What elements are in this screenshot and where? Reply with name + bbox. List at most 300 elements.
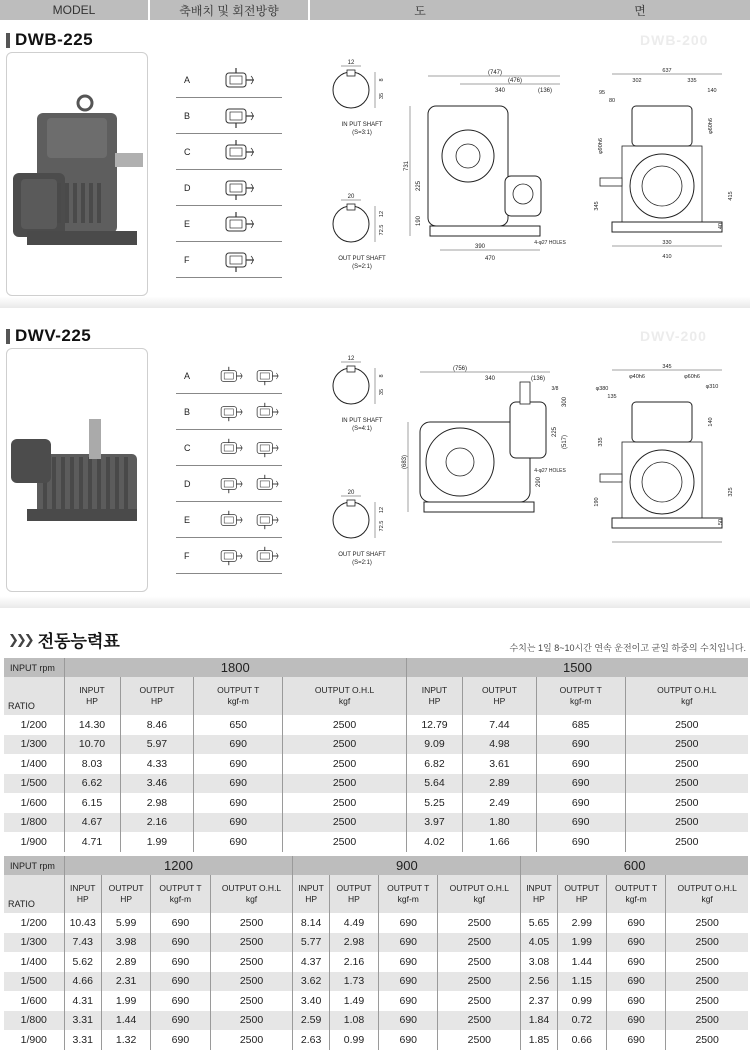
mount-letter: D xyxy=(184,478,191,489)
value-cell: 690 xyxy=(194,735,283,755)
value-cell: 0.72 xyxy=(557,1011,606,1031)
value-cell: 6.62 xyxy=(64,774,120,794)
mount-diagram-icon xyxy=(218,248,258,272)
value-cell: 2500 xyxy=(210,933,293,953)
table-row xyxy=(4,1011,748,1031)
dimension-label: 300 xyxy=(562,396,568,408)
value-cell: 690 xyxy=(151,1030,210,1050)
value-cell: 690 xyxy=(151,952,210,972)
value-cell: 690 xyxy=(194,754,283,774)
mount-letter: E xyxy=(184,218,191,229)
product-photo xyxy=(6,52,148,296)
value-cell: 3.31 xyxy=(64,1011,101,1031)
value-cell: 690 xyxy=(379,913,438,933)
dimension-label: 4-φ27 HOLES xyxy=(534,240,566,246)
value-cell: 690 xyxy=(606,1011,665,1031)
value-cell: 1.84 xyxy=(521,1011,557,1031)
output-shaft-section xyxy=(322,192,402,271)
mount-letter: A xyxy=(184,74,191,85)
column-header: OUTPUT O.H.L kgf xyxy=(625,677,748,715)
ratio-cell: 1/900 xyxy=(4,832,64,852)
dimension-label: (756) xyxy=(452,366,468,372)
value-cell: 2.16 xyxy=(120,813,194,833)
ratio-cell: 1/200 xyxy=(4,715,64,735)
value-cell: 690 xyxy=(151,991,210,1011)
mount-diagram-icon xyxy=(218,140,258,164)
dimension-label: 190 xyxy=(594,497,600,507)
value-cell: 2500 xyxy=(210,991,293,1011)
value-cell: 4.66 xyxy=(64,972,101,992)
value-cell: 690 xyxy=(536,793,625,813)
mount-row xyxy=(176,394,282,430)
input-rpm-label: INPUT rpm xyxy=(4,856,64,875)
table-row xyxy=(4,1030,748,1050)
value-cell: 1.15 xyxy=(557,972,606,992)
value-cell: 1.49 xyxy=(329,991,378,1011)
value-cell: 690 xyxy=(194,832,283,852)
side-view-drawing xyxy=(592,362,742,562)
dimension-label: 340 xyxy=(484,376,496,382)
dimension-label: 345 xyxy=(594,201,600,211)
ratio-cell: 1/600 xyxy=(4,991,64,1011)
mount-letter: C xyxy=(184,442,191,453)
dimension-label: 637 xyxy=(662,68,672,74)
value-cell: 4.37 xyxy=(293,952,329,972)
table-row xyxy=(4,813,748,833)
value-cell: 2.49 xyxy=(463,793,537,813)
value-cell: 1.99 xyxy=(120,832,194,852)
value-cell: 2500 xyxy=(210,1011,293,1031)
dimension-label: 335 xyxy=(687,78,697,84)
shaft-ratio: (S=3:1) xyxy=(352,130,372,136)
column-header: OUTPUT O.H.L kgf xyxy=(210,875,293,913)
shaft-label: OUT PUT SHAFT xyxy=(338,552,386,558)
dimension-label: 290 xyxy=(536,476,542,488)
mount-arrangement-list xyxy=(176,358,282,574)
value-cell: 2500 xyxy=(283,813,407,833)
column-header: INPUT HP xyxy=(406,677,462,715)
value-cell: 690 xyxy=(194,793,283,813)
value-cell: 2500 xyxy=(283,715,407,735)
value-cell: 8.14 xyxy=(293,913,329,933)
mount-letter: F xyxy=(184,254,190,265)
dimension-label: 12 xyxy=(379,506,385,514)
ratio-cell: 1/500 xyxy=(4,774,64,794)
column-header: INPUT HP xyxy=(521,875,557,913)
value-cell: 0.99 xyxy=(329,1030,378,1050)
watermark-model: DWV-200 xyxy=(640,328,707,344)
header-arrangement: 축배치 및 회전방향 xyxy=(150,0,308,20)
value-cell: 2.59 xyxy=(293,1011,329,1031)
input-shaft-section xyxy=(322,354,402,433)
gearbox-photo xyxy=(7,349,147,591)
value-cell: 1.99 xyxy=(557,933,606,953)
value-cell: 690 xyxy=(536,735,625,755)
dimension-label: 325 xyxy=(728,487,734,497)
dimension-label: 12 xyxy=(347,356,355,362)
ratio-cell: 1/800 xyxy=(4,1011,64,1031)
dimension-label: 8 xyxy=(379,78,385,82)
ratio-cell: 1/600 xyxy=(4,793,64,813)
value-cell: 4.98 xyxy=(463,735,537,755)
dimension-label: 140 xyxy=(707,88,717,94)
value-cell: 8.03 xyxy=(64,754,120,774)
dimension-label: 12 xyxy=(347,60,355,66)
value-cell: 3.08 xyxy=(521,952,557,972)
dimension-label: 95 xyxy=(598,90,606,96)
dimension-label: 20 xyxy=(347,490,355,496)
dimension-label: 8 xyxy=(379,374,385,378)
mount-letter: E xyxy=(184,514,191,525)
value-cell: 1.66 xyxy=(463,832,537,852)
shaft-label: IN PUT SHAFT xyxy=(341,418,383,424)
rpm-header: 1800 xyxy=(64,658,406,677)
chevrons-icon: ❯❯❯ xyxy=(8,631,32,647)
front-view-drawing xyxy=(400,362,580,562)
mount-row xyxy=(176,430,282,466)
value-cell: 0.99 xyxy=(557,991,606,1011)
value-cell: 1.08 xyxy=(329,1011,378,1031)
dimension-label: (517) xyxy=(562,434,568,450)
value-cell: 2500 xyxy=(438,913,521,933)
input-shaft-section xyxy=(322,58,402,137)
value-cell: 650 xyxy=(194,715,283,735)
value-cell: 2500 xyxy=(283,735,407,755)
mount-row xyxy=(176,206,282,242)
value-cell: 4.49 xyxy=(329,913,378,933)
dimension-label: 225 xyxy=(552,426,558,438)
dimension-label: (476) xyxy=(507,78,523,84)
value-cell: 690 xyxy=(151,933,210,953)
value-cell: 0.66 xyxy=(557,1030,606,1050)
column-header: INPUT HP xyxy=(64,677,120,715)
ratio-cell: 1/500 xyxy=(4,972,64,992)
value-cell: 690 xyxy=(379,991,438,1011)
rpm-header: 1200 xyxy=(64,856,293,875)
mount-letter: D xyxy=(184,182,191,193)
dimension-label: (136) xyxy=(537,88,553,94)
table-row xyxy=(4,972,748,992)
mount-diagram-icon xyxy=(215,472,246,496)
value-cell: 2.16 xyxy=(329,952,378,972)
value-cell: 2.89 xyxy=(463,774,537,794)
dimension-label: 330 xyxy=(662,240,672,246)
mount-row xyxy=(176,242,282,278)
power-table-lower xyxy=(4,856,748,1050)
mount-diagram-icon xyxy=(215,400,246,424)
value-cell: 10.43 xyxy=(64,913,101,933)
power-table-upper xyxy=(4,658,748,852)
dimension-label: 3/8 xyxy=(551,386,559,392)
mount-diagram-icon xyxy=(218,104,258,128)
dimension-label: φ380 xyxy=(595,386,609,392)
value-cell: 1.32 xyxy=(101,1030,150,1050)
shaft-ratio: (S=4:1) xyxy=(352,426,372,432)
value-cell: 2.98 xyxy=(120,793,194,813)
value-cell: 690 xyxy=(379,1011,438,1031)
value-cell: 4.31 xyxy=(64,991,101,1011)
mount-diagram-icon xyxy=(251,436,282,460)
mount-diagram-icon xyxy=(251,400,282,424)
value-cell: 2500 xyxy=(438,1030,521,1050)
value-cell: 690 xyxy=(151,972,210,992)
column-header: INPUT HP xyxy=(64,875,101,913)
value-cell: 9.09 xyxy=(406,735,462,755)
value-cell: 690 xyxy=(151,913,210,933)
value-cell: 2500 xyxy=(438,991,521,1011)
mount-diagram-icon xyxy=(251,508,282,532)
value-cell: 5.62 xyxy=(64,952,101,972)
mount-diagram-icon xyxy=(251,544,282,568)
value-cell: 5.99 xyxy=(101,913,150,933)
value-cell: 3.62 xyxy=(293,972,329,992)
mount-row xyxy=(176,170,282,206)
dimension-label: (136) xyxy=(530,376,546,382)
value-cell: 2500 xyxy=(666,1011,748,1031)
value-cell: 2500 xyxy=(675,757,699,770)
value-cell: 2500 xyxy=(283,754,407,774)
product-title: DWV-225 xyxy=(6,326,91,346)
mount-row xyxy=(176,538,282,574)
mount-row xyxy=(176,98,282,134)
product-title: DWB-225 xyxy=(6,30,93,50)
table-row xyxy=(4,754,748,774)
value-cell: 3.31 xyxy=(64,1030,101,1050)
dimension-label: 731 xyxy=(404,160,410,172)
value-cell: 685 xyxy=(536,715,625,735)
value-cell: 2.56 xyxy=(521,972,557,992)
value-cell: 3.61 xyxy=(463,754,537,774)
table-row xyxy=(4,933,748,953)
value-cell: 4.71 xyxy=(64,832,120,852)
shaft-label: OUT PUT SHAFT xyxy=(338,256,386,262)
dimension-label: 35 xyxy=(379,92,385,100)
value-cell: 1.44 xyxy=(101,1011,150,1031)
header-model: MODEL xyxy=(0,0,148,20)
value-cell: 5.64 xyxy=(406,774,462,794)
value-cell: 690 xyxy=(536,754,625,774)
column-header: OUTPUT O.H.L kgf xyxy=(438,875,521,913)
value-cell: 2500 xyxy=(283,774,407,794)
ratio-label: RATIO xyxy=(4,677,64,715)
mount-row xyxy=(176,358,282,394)
ratio-cell: 1/900 xyxy=(4,1030,64,1050)
value-cell: 5.25 xyxy=(406,793,462,813)
input-rpm-label: INPUT rpm xyxy=(4,658,64,677)
value-cell: 2500 xyxy=(438,933,521,953)
mount-letter: F xyxy=(184,550,190,561)
column-header: OUTPUT T kgf-m xyxy=(194,677,283,715)
value-cell: 1.44 xyxy=(557,952,606,972)
value-cell: 14.30 xyxy=(64,715,120,735)
value-cell: 2500 xyxy=(695,916,719,929)
dimension-label: 410 xyxy=(662,254,672,260)
mount-letter: B xyxy=(184,110,191,121)
dimension-label: 20 xyxy=(347,194,355,200)
value-cell: 4.33 xyxy=(120,754,194,774)
value-cell: 2500 xyxy=(695,955,719,968)
value-cell: 2500 xyxy=(666,972,748,992)
mount-letter: B xyxy=(184,406,191,417)
value-cell: 2.63 xyxy=(293,1030,329,1050)
dimension-label: (683) xyxy=(402,454,408,470)
value-cell: 2500 xyxy=(675,835,699,848)
mount-diagram-icon xyxy=(251,472,282,496)
dimension-label: 40 xyxy=(718,222,724,230)
ratio-cell: 1/300 xyxy=(4,933,64,953)
mount-diagram-icon xyxy=(218,212,258,236)
product-photo xyxy=(6,348,148,592)
header-drawing: 도 면 xyxy=(310,0,750,20)
value-cell: 2500 xyxy=(210,952,293,972)
ratio-label: RATIO xyxy=(4,875,64,913)
column-header: OUTPUT T kgf-m xyxy=(606,875,665,913)
dimension-label: 190 xyxy=(416,215,422,227)
value-cell: 690 xyxy=(194,774,283,794)
mount-diagram-icon xyxy=(218,176,258,200)
value-cell: 690 xyxy=(151,1011,210,1031)
catalog-header xyxy=(0,0,750,22)
mount-row xyxy=(176,466,282,502)
watermark-model: DWB-200 xyxy=(640,32,709,48)
title-bar xyxy=(6,33,10,48)
table-row xyxy=(4,715,748,735)
dimension-label: φ60h6 xyxy=(684,374,700,380)
value-cell: 2.98 xyxy=(329,933,378,953)
value-cell: 2500 xyxy=(210,1030,293,1050)
value-cell: 2500 xyxy=(438,972,521,992)
column-header: OUTPUT T kgf-m xyxy=(151,875,210,913)
value-cell: 2500 xyxy=(625,774,748,794)
value-cell: 2.31 xyxy=(101,972,150,992)
value-cell: 690 xyxy=(379,952,438,972)
dimension-label: 140 xyxy=(708,417,714,427)
value-cell: 1.99 xyxy=(101,991,150,1011)
value-cell: 690 xyxy=(606,991,665,1011)
value-cell: 690 xyxy=(606,972,665,992)
value-cell: 690 xyxy=(606,1030,665,1050)
value-cell: 1.80 xyxy=(463,813,537,833)
table-row xyxy=(4,991,748,1011)
front-view-drawing xyxy=(400,66,580,266)
value-cell: 690 xyxy=(379,972,438,992)
value-cell: 690 xyxy=(536,813,625,833)
product-section-dwv xyxy=(0,318,750,608)
dimension-label: 35 xyxy=(379,388,385,396)
value-cell: 6.15 xyxy=(64,793,120,813)
rpm-header: 1500 xyxy=(406,658,748,677)
table-row xyxy=(4,774,748,794)
value-cell: 1.85 xyxy=(521,1030,557,1050)
mount-letter: A xyxy=(184,370,191,381)
table-row xyxy=(4,832,748,852)
value-cell: 690 xyxy=(194,813,283,833)
value-cell: 2500 xyxy=(210,972,293,992)
dimension-label: 302 xyxy=(632,78,642,84)
mount-diagram-icon xyxy=(215,364,246,388)
dimension-label: 470 xyxy=(484,256,496,262)
value-cell: 2500 xyxy=(210,913,293,933)
value-cell: 3.46 xyxy=(120,774,194,794)
ratio-cell: 1/400 xyxy=(4,754,64,774)
value-cell: 6.82 xyxy=(406,754,462,774)
dimension-label: φ310 xyxy=(705,384,719,390)
value-cell: 12.79 xyxy=(406,715,462,735)
dimension-label: 345 xyxy=(662,364,672,370)
dimension-label: 225 xyxy=(416,180,422,192)
mount-diagram-icon xyxy=(215,544,246,568)
mount-row xyxy=(176,134,282,170)
table-row xyxy=(4,913,748,933)
shaft-ratio: (S=2:1) xyxy=(352,560,372,566)
shaft-label: IN PUT SHAFT xyxy=(341,122,383,128)
rpm-header: 600 xyxy=(521,856,748,875)
mount-letter: C xyxy=(184,146,191,157)
ratio-cell: 1/300 xyxy=(4,735,64,755)
mount-diagram-icon xyxy=(218,68,258,92)
gearbox-photo xyxy=(7,53,147,295)
value-cell: 2500 xyxy=(675,796,699,809)
dimension-label: 335 xyxy=(598,437,604,447)
value-cell: 1.73 xyxy=(329,972,378,992)
mount-diagram-icon xyxy=(215,436,246,460)
ratio-cell: 1/400 xyxy=(4,952,64,972)
side-view-drawing xyxy=(592,66,742,266)
column-header: OUTPUT HP xyxy=(120,677,194,715)
ratio-cell: 1/200 xyxy=(4,913,64,933)
value-cell: 2500 xyxy=(438,952,521,972)
table-row xyxy=(4,793,748,813)
value-cell: 690 xyxy=(379,1030,438,1050)
column-header: OUTPUT HP xyxy=(557,875,606,913)
dimension-label: (747) xyxy=(487,70,503,76)
mount-diagram-icon xyxy=(215,508,246,532)
dimension-label: 12 xyxy=(379,210,385,218)
shaft-ratio: (S=2:1) xyxy=(352,264,372,270)
title-bar xyxy=(6,329,10,344)
power-table-note: 수치는 1일 8~10시간 연속 운전이고 균일 하중의 수치입니다. xyxy=(509,643,746,653)
value-cell: 5.77 xyxy=(293,933,329,953)
value-cell: 2500 xyxy=(438,1011,521,1031)
dimension-label: φ90h6 xyxy=(598,138,604,154)
value-cell: 2500 xyxy=(695,994,719,1007)
value-cell: 2500 xyxy=(283,793,407,813)
value-cell: 2.37 xyxy=(521,991,557,1011)
rpm-header: 900 xyxy=(293,856,521,875)
value-cell: 2500 xyxy=(675,718,699,731)
value-cell: 2500 xyxy=(283,832,407,852)
value-cell: 4.05 xyxy=(521,933,557,953)
column-header: OUTPUT HP xyxy=(463,677,537,715)
column-header: OUTPUT HP xyxy=(329,875,378,913)
value-cell: 2500 xyxy=(666,933,748,953)
column-header: OUTPUT O.H.L kgf xyxy=(283,677,407,715)
column-header: OUTPUT T kgf-m xyxy=(379,875,438,913)
column-header: OUTPUT HP xyxy=(101,875,150,913)
dimension-label: 415 xyxy=(728,191,734,201)
mount-arrangement-list xyxy=(176,62,282,278)
dimension-label: 72.5 xyxy=(379,520,385,532)
value-cell: 690 xyxy=(379,933,438,953)
value-cell: 5.97 xyxy=(120,735,194,755)
value-cell: 5.65 xyxy=(521,913,557,933)
value-cell: 8.46 xyxy=(120,715,194,735)
column-header: OUTPUT T kgf-m xyxy=(536,677,625,715)
output-shaft-section xyxy=(322,488,402,567)
table-row xyxy=(4,952,748,972)
value-cell: 690 xyxy=(606,913,665,933)
dimension-label: 80 xyxy=(608,98,616,104)
